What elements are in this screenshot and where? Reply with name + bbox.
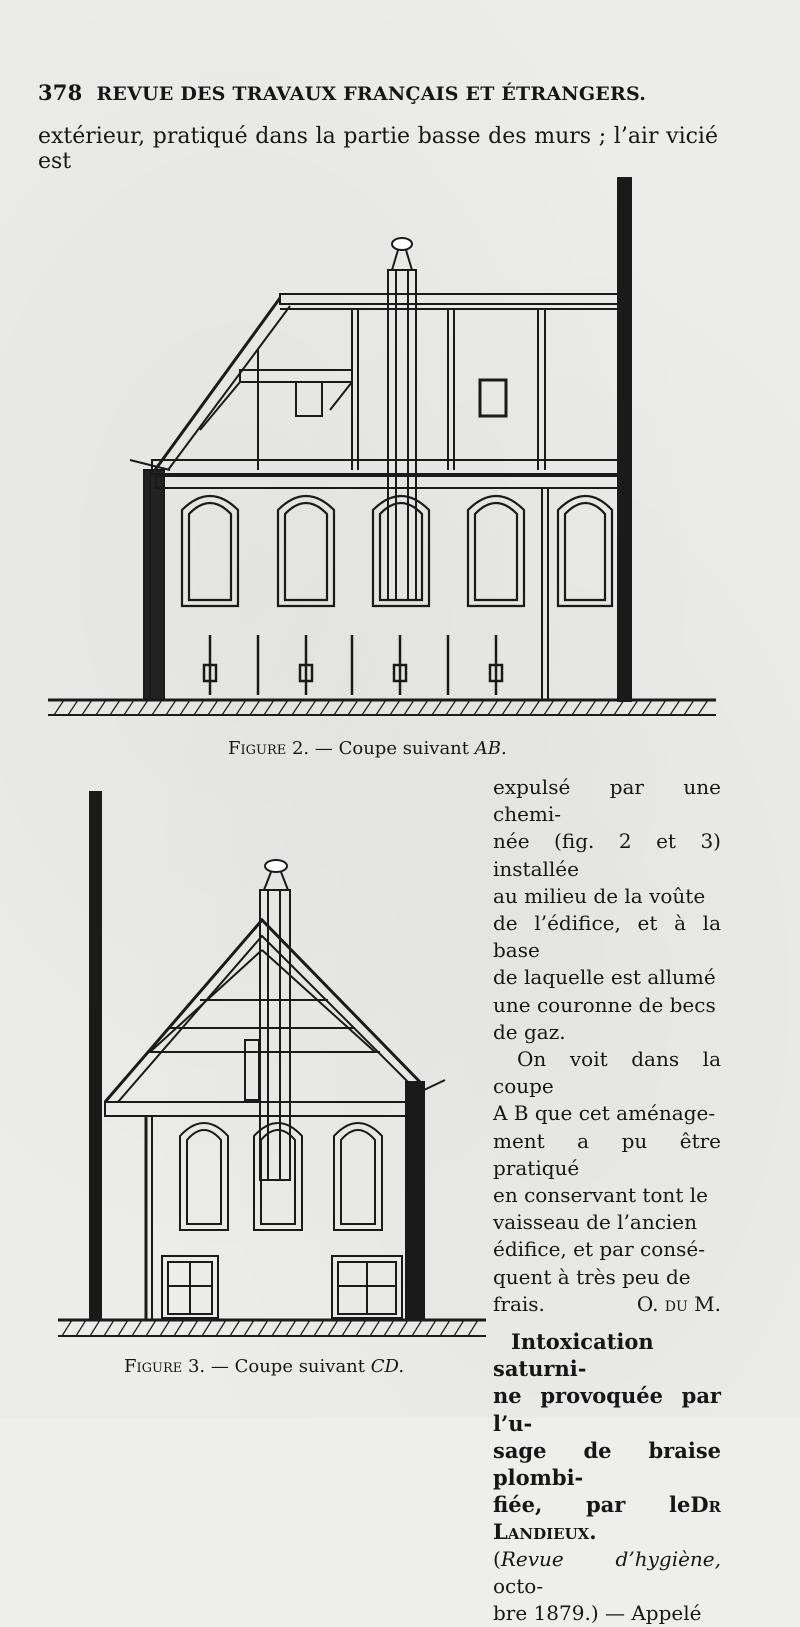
para-1-line: au milieu de la voûte [493, 883, 706, 908]
figure-3-section-cd-drawing [50, 790, 490, 1350]
figure-2-caption-text: — Coupe suivant [314, 738, 470, 759]
para-1-line: de l’édifice, et à la base [493, 911, 721, 963]
para-2-last-line [493, 1291, 721, 1318]
figure-2-section-ab-drawing [40, 170, 730, 725]
article-heading-line: sage de braise plombi- [493, 1437, 721, 1491]
figure-2-label: Figure 2. [228, 738, 310, 759]
para-2-line: frais. [493, 1291, 545, 1316]
figure-3-caption-text: — Coupe suivant [210, 1356, 366, 1377]
right-text-column [493, 774, 721, 1627]
para-1-line: de gaz. [493, 1019, 566, 1044]
figure-2-caption [228, 738, 507, 759]
para-1-line: expulsé par une chemi- [493, 775, 721, 827]
running-head-title: REVUE DES TRAVAUX FRANÇAIS ET ÉTRANGERS. [96, 83, 647, 105]
page-number: 378 [38, 80, 83, 105]
figure-2-section: AB. [474, 738, 507, 759]
para-1-line: née (fig. 2 et 3) installée [493, 829, 721, 881]
para-2-line: édifice, et par consé- [493, 1237, 705, 1262]
para-2-line: en conservant tont le [493, 1183, 708, 1208]
signature: O. du M. [636, 1291, 721, 1316]
para-1-line: de laquelle est allumé [493, 965, 716, 990]
figure-3-caption [124, 1356, 404, 1377]
para-2-line: vaisseau de l’ancien [493, 1210, 698, 1235]
para-2-line: A B que cet aménage- [493, 1101, 716, 1126]
para-1-line: une couronne de becs [493, 992, 716, 1017]
ref-rest: octo- [493, 1573, 544, 1598]
body-text-top-line: extérieur, pratiqué dans la partie basse des murs ; l’air vicié est [38, 124, 718, 174]
author: Dr Landieux. [493, 1492, 721, 1545]
reference-line-2: bre 1879.) — Appelé [493, 1601, 702, 1626]
para-2-line: quent à très peu de [493, 1264, 691, 1289]
article-heading-line: ne provoquée par l’u- [493, 1383, 721, 1436]
article-heading-author-line [493, 1491, 721, 1545]
figure-3-label: Figure 3. [124, 1356, 206, 1377]
ref-open: ( [493, 1546, 501, 1571]
running-header [38, 80, 738, 105]
para-2-line: On voit dans la coupe [493, 1047, 721, 1099]
article-heading-line: fiée, par le [493, 1492, 691, 1518]
reference-line [493, 1546, 721, 1600]
para-2-line: ment a pu être pratiqué [493, 1128, 721, 1180]
ref-journal: Revue d’hygiène, [500, 1546, 721, 1571]
figure-3-section: CD. [370, 1356, 405, 1377]
article-heading-line: Intoxication saturni- [493, 1329, 654, 1382]
